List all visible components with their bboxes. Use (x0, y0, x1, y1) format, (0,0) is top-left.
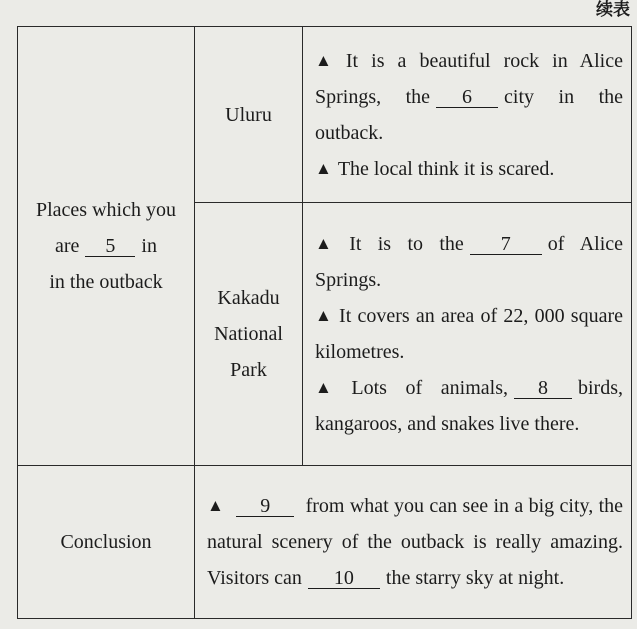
places-category-pre: are (55, 235, 80, 257)
uluru-row (18, 27, 632, 203)
kakadu-fact1-pre: It is to the (349, 233, 464, 255)
conclusion-text (207, 488, 623, 596)
uluru-name: Uluru (225, 103, 272, 126)
kakadu-facts-cell (303, 203, 632, 466)
triangle-marker-icon: ▲ (315, 378, 346, 397)
continuation-label: 续表 (596, 0, 630, 20)
uluru-fact1-pre: It is a beautiful rock in Alice Springs, the (315, 49, 623, 108)
blank-10: 10 (308, 568, 380, 589)
triangle-marker-icon: ▲ (315, 306, 334, 325)
uluru-name-cell (195, 27, 303, 203)
kakadu-name-line2: National (214, 323, 283, 345)
triangle-marker-icon: ▲ (315, 50, 340, 70)
kakadu-name-cell (195, 203, 303, 466)
blank-7: 7 (470, 234, 542, 255)
blank-8: 8 (514, 378, 572, 399)
kakadu-name-line3: Park (230, 359, 267, 381)
conclusion-text-b: the starry sky at night. (385, 567, 565, 589)
conclusion-label-cell (18, 466, 195, 619)
conclusion-text-cell (195, 466, 632, 619)
triangle-marker-icon: ▲ (315, 234, 344, 253)
places-category-cell (18, 27, 195, 466)
kakadu-fact3-post: birds, kangaroos, and snakes live there. (315, 377, 623, 435)
blank-9: 9 (236, 496, 294, 517)
uluru-facts-cell (303, 27, 632, 203)
kakadu-fact1-post: of Alice Springs. (315, 233, 624, 291)
kakadu-fact-3 (315, 370, 623, 442)
kakadu-fact-2 (315, 298, 623, 370)
kakadu-name-line1: Kakadu (217, 287, 280, 309)
blank-6: 6 (436, 87, 498, 108)
uluru-fact-2 (315, 151, 623, 187)
places-category-line1: Places which you (36, 199, 176, 221)
conclusion-label: Conclusion (60, 531, 152, 553)
places-category-line2 (18, 228, 194, 264)
places-category-post: in (141, 235, 157, 257)
triangle-marker-icon: ▲ (207, 496, 225, 515)
kakadu-fact3-pre: Lots of animals, (351, 377, 508, 399)
triangle-marker-icon: ▲ (315, 158, 332, 178)
uluru-fact-1 (315, 43, 623, 151)
uluru-fact2-text: The local think it is scared. (337, 157, 555, 180)
places-category-line3: in the outback (49, 271, 163, 293)
kakadu-fact2-text: It covers an area of 22, 000 square kilometres. (315, 305, 623, 363)
conclusion-row (18, 466, 632, 619)
conclusion-text-a: from what you can see in a big city, the natural scenery of the outback is really amazing. Visitors can (207, 495, 624, 589)
outback-table (17, 26, 632, 619)
uluru-fact1-post: city in the outback. (315, 85, 623, 144)
kakadu-fact-1 (315, 226, 623, 298)
blank-5: 5 (85, 236, 135, 257)
